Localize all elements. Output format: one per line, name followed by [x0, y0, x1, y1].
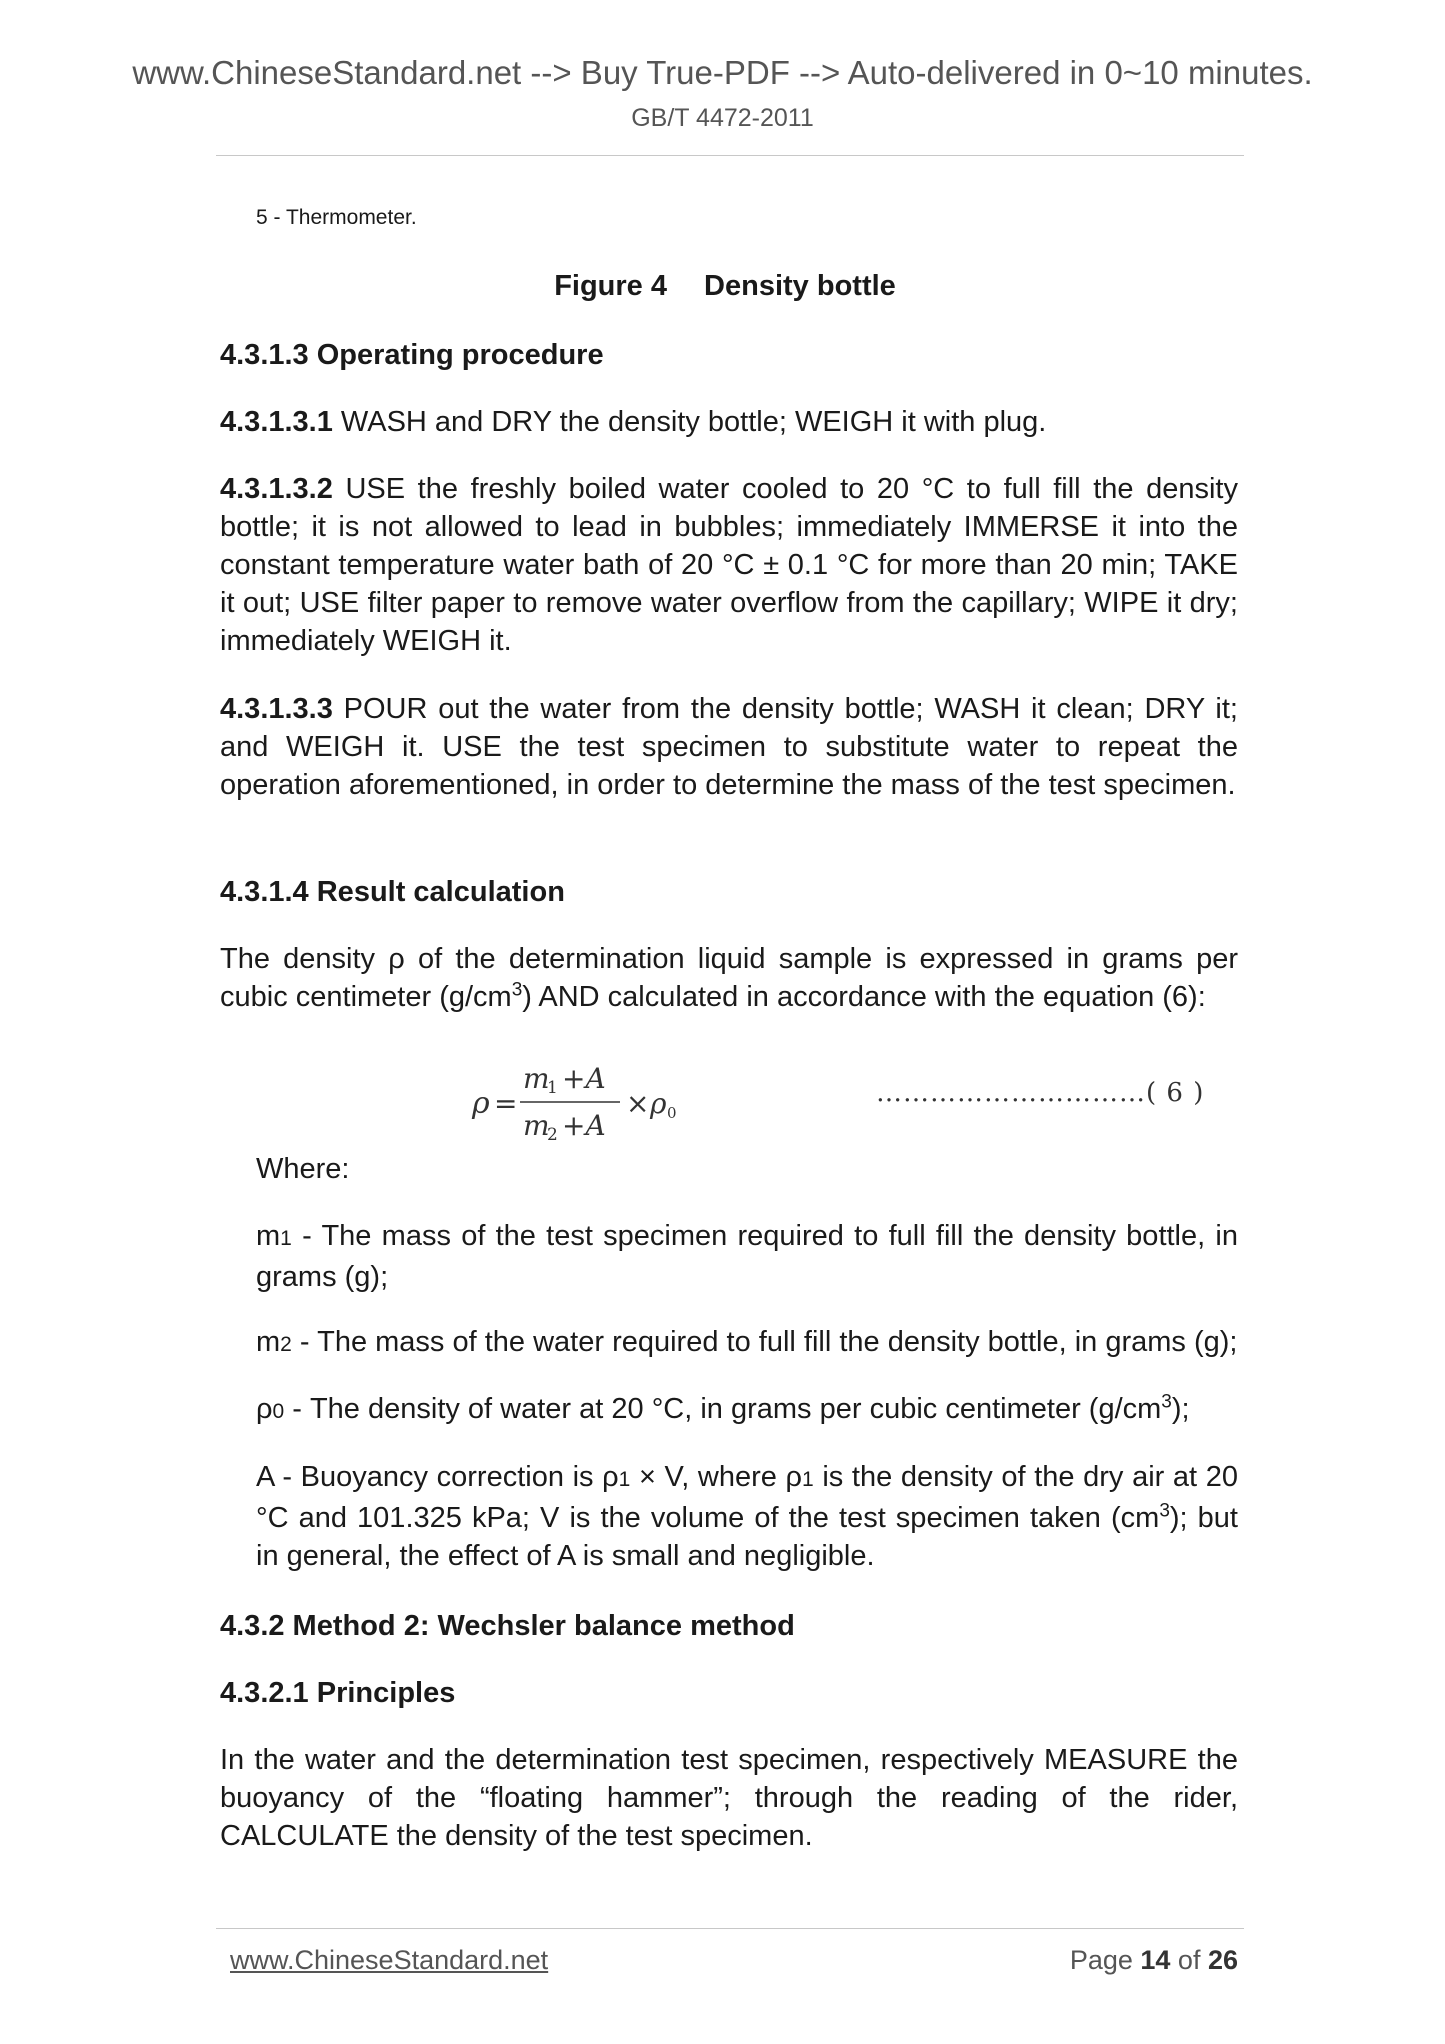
subscript: 1	[280, 1227, 292, 1250]
eq-rho-water: ρ	[650, 1087, 667, 1120]
eq-lhs-rho: ρ	[472, 1086, 490, 1121]
definition-text: - The mass of the water required to full fill the density bottle, in grams (g);	[291, 1326, 1238, 1358]
subscript: 0	[272, 1400, 285, 1423]
equation-formula	[248, 1040, 728, 1160]
eq-equals: =	[494, 1087, 518, 1120]
where-label: Where:	[256, 1153, 350, 1185]
clause-number: 4.3.1.3.2	[220, 473, 333, 505]
clause-number: 4.3.1.3.1	[220, 406, 333, 438]
heading-4-3-2: 4.3.2 Method 2: Wechsler balance method	[220, 1610, 795, 1642]
definition-text-end: ); but in general, the effect of A is small and negligible.	[256, 1502, 1238, 1572]
page-label: Page	[1069, 1945, 1141, 1975]
eq-numerator-rest: +A	[562, 1062, 606, 1095]
subscript: 2	[280, 1333, 292, 1356]
heading-4-3-1-4: 4.3.1.4 Result calculation	[220, 876, 565, 908]
equation-6	[248, 1040, 1248, 1160]
footer-divider	[216, 1928, 1244, 1929]
definition-text: - The density of water at 20 °C, in grams per cubic centimeter (g/cm	[284, 1393, 1162, 1425]
eq-times: ×	[626, 1087, 650, 1120]
paragraph-4-3-1-3-1	[220, 403, 1238, 441]
symbol: m	[256, 1326, 281, 1358]
eq-denominator-rest: +A	[562, 1109, 606, 1142]
eq-rho-water-sub: 0	[667, 1104, 677, 1122]
header-banner: www.ChineseStandard.net --> Buy True-PDF --> Auto-delivered in 0~10 minutes.	[132, 54, 1313, 91]
definition-text: is the density of the dry air at 20 °C and 101.325 kPa; V is the volume of the test specimen taken (cm	[256, 1461, 1238, 1534]
superscript: 3	[1161, 1391, 1172, 1413]
eq-denominator-sub: 2	[547, 1125, 558, 1145]
intro-text: The density ρ of the determination liquid sample is expressed in grams per cubic centimeter (g/cm	[220, 943, 1238, 1013]
definition-text-end: );	[1171, 1393, 1190, 1425]
header-standard-number: GB/T 4472-2011	[631, 104, 814, 132]
heading-4-3-2-1: 4.3.2.1 Principles	[220, 1677, 456, 1709]
page-of-label: of	[1170, 1945, 1208, 1975]
definition-rho0	[256, 1390, 1238, 1431]
symbol: ρ	[256, 1393, 273, 1425]
subscript: 1	[802, 1468, 814, 1491]
figure-caption: Figure 4 Density bottle	[554, 270, 896, 302]
symbol: m	[256, 1220, 281, 1252]
clause-text: POUR out the water from the density bottle; WASH it clean; DRY it; and WEIGH it. USE the test specimen to substitute water to repeat the operation aforementioned, in order to determine the mass of the test specimen.	[220, 693, 1238, 801]
page-total: 26	[1207, 1945, 1238, 1975]
figure-legend-item: 5 - Thermometer.	[256, 206, 417, 229]
definition-text: A - Buoyancy correction is ρ	[256, 1461, 619, 1493]
clause-text: WASH and DRY the density bottle; WEIGH it with plug.	[332, 406, 1047, 438]
superscript: 3	[511, 979, 523, 1001]
footer-page-indicator	[900, 1945, 1238, 1976]
definition-A	[256, 1458, 1238, 1575]
definition-text: - The mass of the test specimen required to full fill the density bottle, in grams (g);	[256, 1220, 1238, 1293]
definition-text: × V, where ρ	[630, 1461, 803, 1493]
definition-m2	[256, 1323, 1238, 1364]
equation-number: …………………………( 6 )	[876, 1078, 1205, 1108]
paragraph-principles: In the water and the determination test specimen, respectively MEASURE the buoyancy of the “floating hammer”; through the reading of the rider, CALCULATE the density of the test specimen.	[220, 1744, 1238, 1852]
page-number: 14	[1140, 1945, 1171, 1975]
definition-m1	[256, 1217, 1238, 1296]
paragraph-4-3-1-3-3	[220, 690, 1238, 804]
eq-numerator-sub: 1	[547, 1078, 558, 1098]
paragraph-4-3-1-3-2	[220, 470, 1238, 660]
subscript: 1	[618, 1468, 631, 1491]
footer-site-link[interactable]: www.ChineseStandard.net	[230, 1945, 549, 1975]
clause-text: USE the freshly boiled water cooled to 20 °C to full fill the density bottle; it is not allowed to lead in bubbles; immediately IMMERSE it into the constant temperature water bath of 20 °C ± 0.1 °C for more than 20 min; TAKE it out; USE filter paper to remove water overflow from the capillary; WIPE it dry; immediately WEIGH it.	[220, 473, 1238, 657]
eq-numerator-m: m	[523, 1062, 550, 1095]
superscript: 3	[1159, 1500, 1170, 1522]
clause-number: 4.3.1.3.3	[220, 693, 333, 725]
header-divider	[216, 155, 1244, 156]
eq-denominator-m: m	[523, 1109, 550, 1142]
heading-4-3-1-3: 4.3.1.3 Operating procedure	[220, 339, 604, 371]
paragraph-density-intro	[220, 940, 1238, 1016]
intro-text-end: ) AND calculated in accordance with the equation (6):	[522, 981, 1206, 1013]
